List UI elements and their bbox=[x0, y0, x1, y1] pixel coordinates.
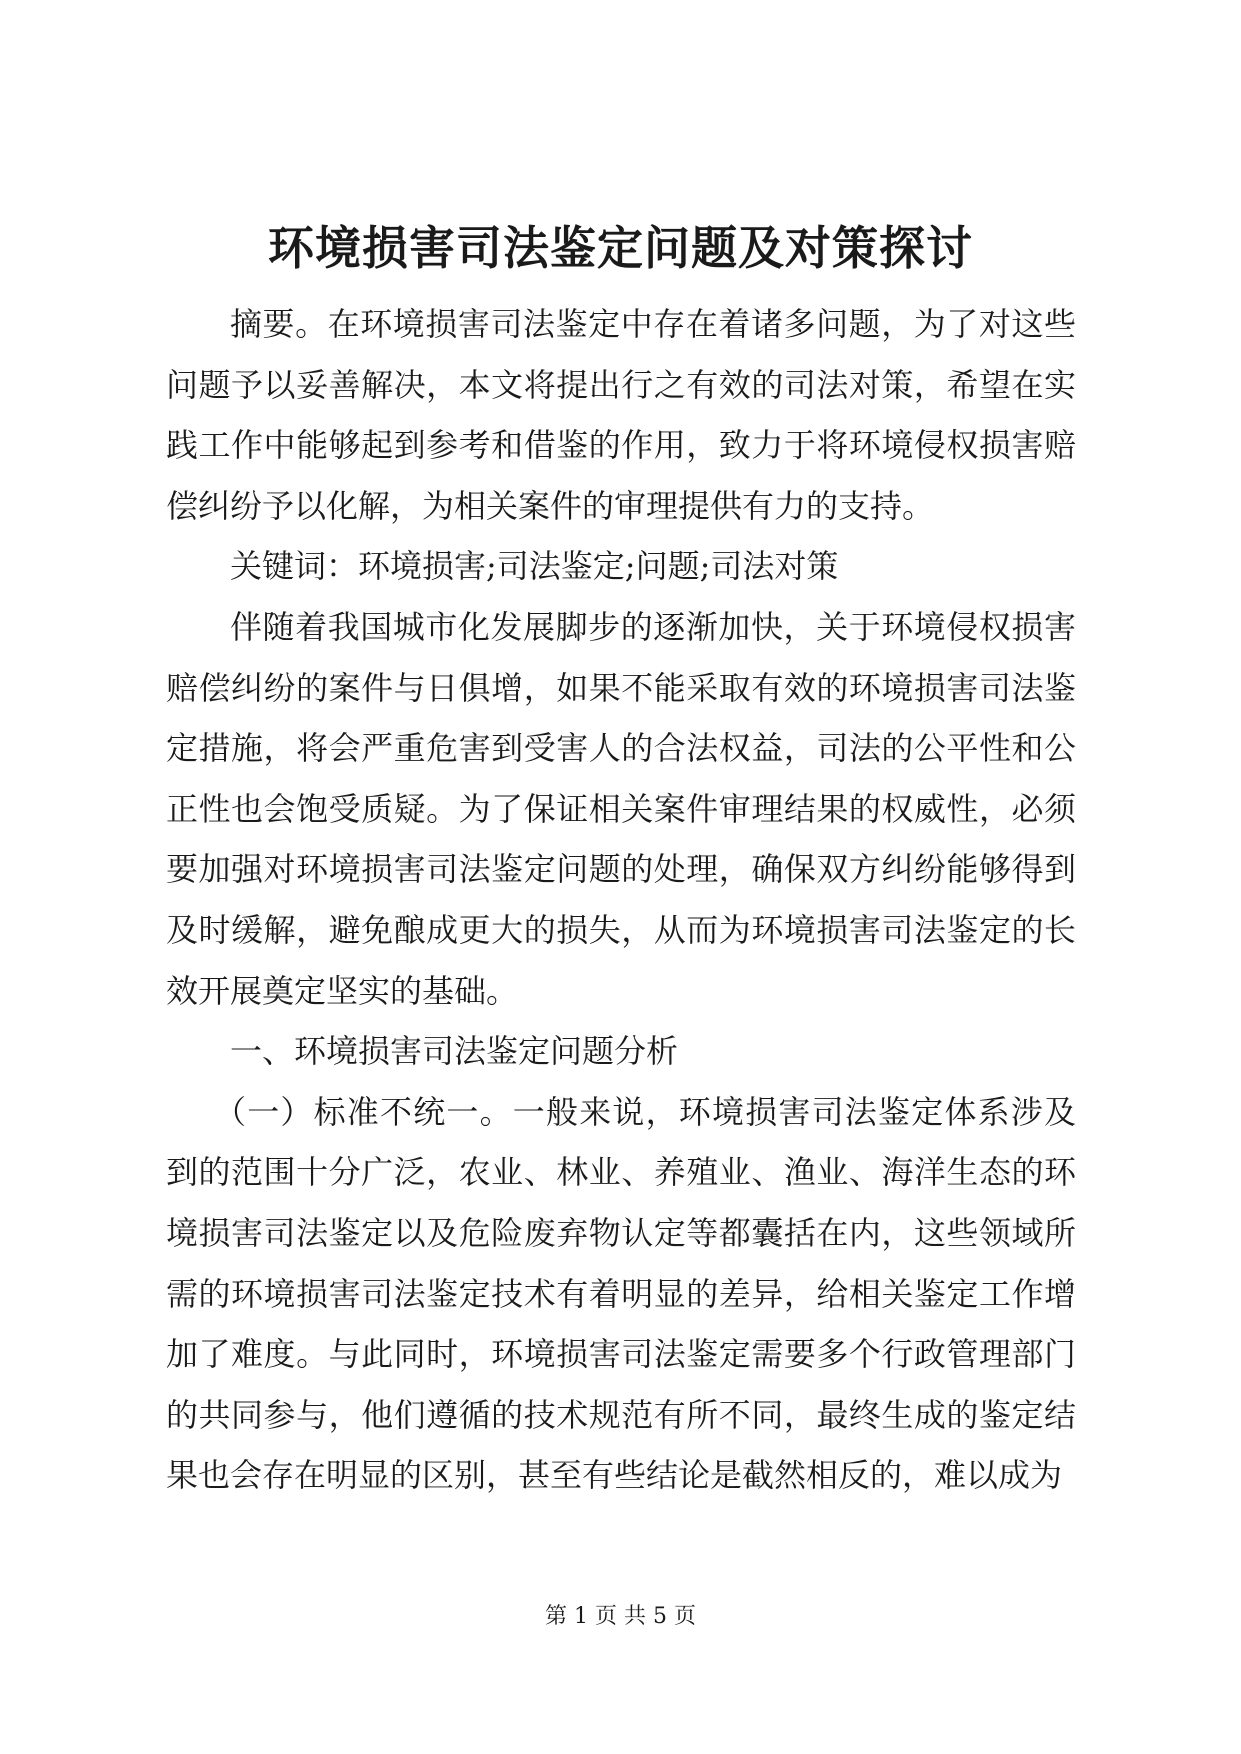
document-body bbox=[166, 294, 1076, 1506]
intro-paragraph: 伴随着我国城市化发展脚步的逐渐加快，关于环境侵权损害赔偿纠纷的案件与日俱增，如果不能采取有效的环境损害司法鉴定措施，将会严重危害到受害人的合法权益，司法的公平性和公正性也会饱受质疑。为了保证相关案件审理结果的权威性，必须要加强对环境损害司法鉴定问题的处理，确保双方纠纷能够得到及时缓解，避免酿成更大的损失，从而为环境损害司法鉴定的长效开展奠定坚实的基础。 bbox=[166, 607, 1076, 1010]
document-title: 环境损害司法鉴定问题及对策探讨 bbox=[268, 221, 973, 275]
subsection-paragraph: （一）标准不统一。一般来说，环境损害司法鉴定体系涉及到的范围十分广泛，农业、林业、养殖业、渔业、海洋生态的环境损害司法鉴定以及危险废弃物认定等都囊括在内，这些领域所需的环境损害司法鉴定技术有着明显的差异，给相关鉴定工作增加了难度。与此同时，环境损害司法鉴定需要多个行政管理部门的共同参与，他们遵循的技术规范有所不同，最终生成的鉴定结果也会存在明显的区别，甚至有些结论是截然相反的，难以成为 bbox=[166, 1092, 1076, 1495]
section-heading: 一、环境损害司法鉴定问题分析 bbox=[230, 1032, 679, 1071]
abstract-paragraph: 摘要。在环境损害司法鉴定中存在着诸多问题，为了对这些问题予以妥善解决，本文将提出行之有效的司法对策，希望在实践工作中能够起到参考和借鉴的作用，致力于将环境侵权损害赔偿纠纷予以化解，为相关案件的审理提供有力的支持。 bbox=[166, 305, 1076, 525]
keywords-paragraph: 关键词：环境损害;司法鉴定;问题;司法对策 bbox=[230, 547, 839, 586]
page-footer: 第 1 页 共 5 页 bbox=[545, 1604, 696, 1629]
